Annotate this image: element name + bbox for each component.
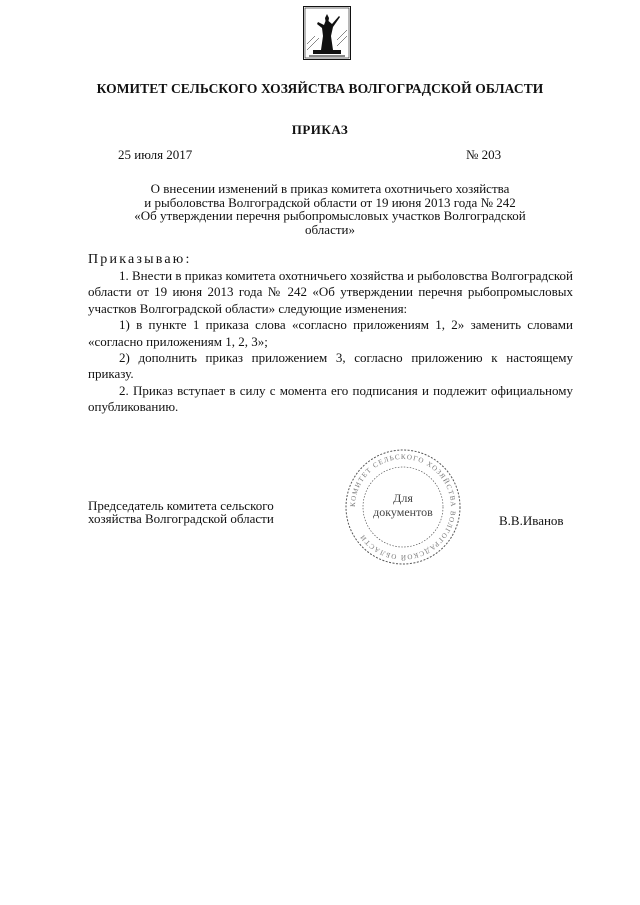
stamp-seal — [343, 447, 463, 567]
signer-name: В.В.Иванов — [499, 513, 564, 528]
document-date: 25 июля 2017 — [118, 147, 193, 162]
body-paragraph: 1) в пункте 1 приказа слова «согласно приложениям 1, 2» заменить словами «согласно приложениям 1, 2, 3»; — [88, 317, 573, 349]
document-body — [88, 268, 573, 416]
body-paragraph: 2) дополнить приказ приложением 3, согласно приложению к настоящему приказу. — [88, 350, 573, 382]
signer-position — [88, 499, 274, 525]
subject-line: и рыболовства Волгоградской области от 19 июня 2013 года № 242 — [144, 194, 516, 210]
document-type: ПРИКАЗ — [291, 122, 349, 137]
body-paragraph: 1. Внести в приказ комитета охотничьего хозяйства и рыболовства Волгоградской области от 19 июня 2013 года № 242 «Об утверждении перечня рыбопромысловых участков Волгоградской области» следующие изменения: — [88, 268, 573, 316]
subject-line: «Об утверждении перечня рыбопромысловых участков Волгоградской — [134, 208, 526, 223]
signer-position-line: Председатель комитета сельского — [88, 498, 274, 513]
subject-line: области» — [305, 221, 355, 237]
stamp-text-line: документов — [373, 505, 433, 519]
stamp-ring-text: КОМИТЕТ СЕЛЬСКОГО ХОЗЯЙСТВА ВОЛГОГРАДСКОЙ ОБЛАСТИ — [348, 452, 458, 562]
emblem-icon — [303, 6, 351, 60]
body-paragraph: 2. Приказ вступает в силу с момента его подписания и подлежит официальному опубликованию. — [88, 382, 573, 415]
signer-position-line: хозяйства Волгоградской области — [88, 511, 274, 526]
organization-title: КОМИТЕТ СЕЛЬСКОГО ХОЗЯЙСТВА ВОЛГОГРАДСКОЙ ОБЛАСТИ — [96, 81, 544, 96]
subject-line: О внесении изменений в приказ комитета охотничьего хозяйства — [150, 181, 510, 196]
order-word: Приказываю: — [88, 252, 192, 267]
document-subject — [95, 182, 565, 236]
document-number: № 203 — [466, 147, 502, 162]
stamp-text-line: Для — [393, 491, 413, 505]
